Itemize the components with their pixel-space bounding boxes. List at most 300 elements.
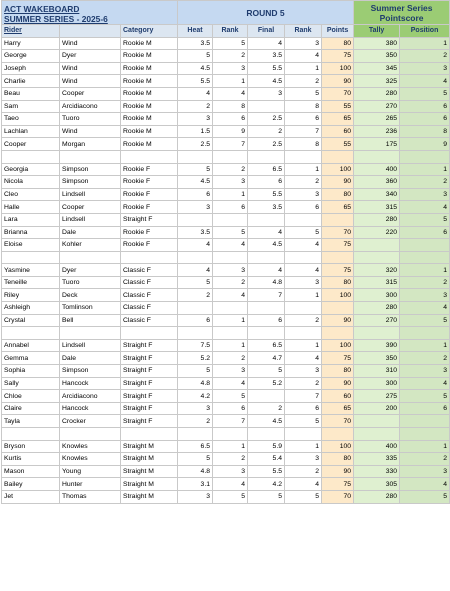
rider-first-name: Ashleigh bbox=[2, 302, 60, 315]
tally-value: 275 bbox=[354, 390, 400, 403]
heat-rank: 3 bbox=[213, 365, 248, 378]
final-rank: 4 bbox=[285, 352, 322, 365]
table-row bbox=[2, 62, 450, 75]
tally-value: 220 bbox=[354, 226, 400, 239]
table-row bbox=[2, 264, 450, 277]
round-label: ROUND 5 bbox=[178, 1, 354, 25]
rider-last-name: Lindsell bbox=[60, 188, 121, 201]
rider-first-name: Mason bbox=[2, 465, 60, 478]
table-row bbox=[2, 176, 450, 189]
rider-last-name: Dale bbox=[60, 352, 121, 365]
table-row bbox=[2, 440, 450, 453]
category-cell: Classic F bbox=[121, 276, 178, 289]
position-value: 1 bbox=[400, 339, 450, 352]
spacer-cell bbox=[213, 150, 248, 163]
rider-first-name: Yasmine bbox=[2, 264, 60, 277]
final-score: 6.5 bbox=[248, 163, 285, 176]
table-row bbox=[2, 490, 450, 503]
rider-last-name: Arcidiacono bbox=[60, 100, 121, 113]
heat-rank: 4 bbox=[213, 87, 248, 100]
spacer-cell bbox=[354, 428, 400, 441]
rider-last-name: Knowles bbox=[60, 453, 121, 466]
rider-first-name: Lachlan bbox=[2, 125, 60, 138]
heat-score: 4.8 bbox=[178, 465, 213, 478]
final-score: 2 bbox=[248, 402, 285, 415]
rider-header: Rider bbox=[2, 25, 60, 38]
table-row bbox=[2, 125, 450, 138]
spacer-row bbox=[2, 327, 450, 340]
rider-last-name: Arcidiacono bbox=[60, 390, 121, 403]
table-row bbox=[2, 377, 450, 390]
heat-rank: 4 bbox=[213, 478, 248, 491]
tally-value: 305 bbox=[354, 478, 400, 491]
final-rank: 1 bbox=[285, 62, 322, 75]
spacer-cell bbox=[60, 327, 121, 340]
final-rank: 1 bbox=[285, 440, 322, 453]
rider-last-name: Tuoro bbox=[60, 113, 121, 126]
spacer-cell bbox=[2, 150, 60, 163]
category-cell: Rookie M bbox=[121, 113, 178, 126]
heat-score: 5 bbox=[178, 453, 213, 466]
position-value: 3 bbox=[400, 465, 450, 478]
spacer-cell bbox=[2, 251, 60, 264]
spacer-cell bbox=[400, 150, 450, 163]
rider-last-name: Knowles bbox=[60, 440, 121, 453]
title-line-2: SUMMER SERIES - 2025-6 bbox=[4, 14, 108, 24]
round-points: 55 bbox=[322, 138, 354, 151]
rider-first-name: Bryson bbox=[2, 440, 60, 453]
spacer-cell bbox=[322, 150, 354, 163]
heat-score: 6.5 bbox=[178, 440, 213, 453]
table-row bbox=[2, 402, 450, 415]
round-points: 80 bbox=[322, 37, 354, 50]
heat-rank: 5 bbox=[213, 226, 248, 239]
heat-score: 3.5 bbox=[178, 226, 213, 239]
category-cell: Rookie M bbox=[121, 50, 178, 63]
heat-score: 4.2 bbox=[178, 390, 213, 403]
rider-first-name: Annabel bbox=[2, 339, 60, 352]
table-row bbox=[2, 276, 450, 289]
final-score: 4.8 bbox=[248, 276, 285, 289]
final-rank: 6 bbox=[285, 201, 322, 214]
heat-rank: 9 bbox=[213, 125, 248, 138]
round-points: 70 bbox=[322, 226, 354, 239]
rider-first-name: Claire bbox=[2, 402, 60, 415]
round-points: 75 bbox=[322, 478, 354, 491]
round-points: 65 bbox=[322, 201, 354, 214]
table-row bbox=[2, 478, 450, 491]
table-row bbox=[2, 213, 450, 226]
spacer-cell bbox=[60, 251, 121, 264]
final-score: 5.5 bbox=[248, 465, 285, 478]
heat-score: 4.8 bbox=[178, 377, 213, 390]
tally-value: 350 bbox=[354, 50, 400, 63]
rider-first-name: Cooper bbox=[2, 138, 60, 151]
category-cell: Straight M bbox=[121, 453, 178, 466]
final-rank: 2 bbox=[285, 75, 322, 88]
category-cell: Rookie F bbox=[121, 201, 178, 214]
final-score: 4.2 bbox=[248, 478, 285, 491]
tally-value bbox=[354, 239, 400, 252]
position-value: 2 bbox=[400, 276, 450, 289]
rider-first-name: Riley bbox=[2, 289, 60, 302]
heat-rank bbox=[213, 302, 248, 315]
category-cell: Straight F bbox=[121, 415, 178, 428]
heat-rank: 5 bbox=[213, 390, 248, 403]
spacer-cell bbox=[60, 428, 121, 441]
rider-first-name: Kurtis bbox=[2, 453, 60, 466]
tally-value bbox=[354, 415, 400, 428]
position-value: 4 bbox=[400, 302, 450, 315]
category-cell: Classic F bbox=[121, 302, 178, 315]
tally-value: 265 bbox=[354, 113, 400, 126]
position-value: 8 bbox=[400, 125, 450, 138]
tally-value: 315 bbox=[354, 201, 400, 214]
heat-score: 2 bbox=[178, 289, 213, 302]
position-header: Position bbox=[400, 25, 450, 38]
category-cell: Rookie M bbox=[121, 37, 178, 50]
round-points: 90 bbox=[322, 75, 354, 88]
final-rank: 3 bbox=[285, 453, 322, 466]
rider-last-name: Tuoro bbox=[60, 276, 121, 289]
rider-last-name: Bell bbox=[60, 314, 121, 327]
final-score: 5.5 bbox=[248, 62, 285, 75]
rider-first-name: Harry bbox=[2, 37, 60, 50]
heat-score: 6 bbox=[178, 314, 213, 327]
category-cell: Straight M bbox=[121, 440, 178, 453]
spacer-cell bbox=[400, 428, 450, 441]
round-points: 75 bbox=[322, 264, 354, 277]
final-score: 5.5 bbox=[248, 188, 285, 201]
category-cell: Classic F bbox=[121, 264, 178, 277]
tally-value: 280 bbox=[354, 87, 400, 100]
rider-first-name: Crystal bbox=[2, 314, 60, 327]
position-value: 2 bbox=[400, 176, 450, 189]
final-rank-header: Rank bbox=[285, 25, 322, 38]
column-header-row bbox=[2, 25, 450, 38]
position-value: 4 bbox=[400, 478, 450, 491]
rider-last-name: Hancock bbox=[60, 377, 121, 390]
spacer-row bbox=[2, 150, 450, 163]
tally-header: Tally bbox=[354, 25, 400, 38]
round-points: 70 bbox=[322, 87, 354, 100]
tally-value: 325 bbox=[354, 75, 400, 88]
final-score: 4.5 bbox=[248, 415, 285, 428]
category-cell: Classic F bbox=[121, 314, 178, 327]
heat-score: 5 bbox=[178, 365, 213, 378]
tally-value: 270 bbox=[354, 100, 400, 113]
final-rank: 3 bbox=[285, 188, 322, 201]
rider-last-name: Wind bbox=[60, 62, 121, 75]
table-row bbox=[2, 453, 450, 466]
table-row bbox=[2, 188, 450, 201]
results-table bbox=[1, 0, 450, 504]
round-points: 100 bbox=[322, 289, 354, 302]
final-rank: 1 bbox=[285, 339, 322, 352]
heat-rank: 5 bbox=[213, 490, 248, 503]
heat-rank: 6 bbox=[213, 402, 248, 415]
position-value: 2 bbox=[400, 50, 450, 63]
heat-rank: 1 bbox=[213, 75, 248, 88]
final-header: Final bbox=[248, 25, 285, 38]
final-score: 4 bbox=[248, 37, 285, 50]
spacer-cell bbox=[213, 327, 248, 340]
position-value: 6 bbox=[400, 226, 450, 239]
rider-first-name: Lara bbox=[2, 213, 60, 226]
rider-first-name: Sophia bbox=[2, 365, 60, 378]
final-rank: 5 bbox=[285, 490, 322, 503]
category-cell: Rookie F bbox=[121, 163, 178, 176]
tally-value: 280 bbox=[354, 213, 400, 226]
category-cell: Rookie M bbox=[121, 75, 178, 88]
category-cell: Rookie M bbox=[121, 87, 178, 100]
heat-score: 5 bbox=[178, 276, 213, 289]
position-value: 4 bbox=[400, 377, 450, 390]
series-title bbox=[354, 1, 450, 25]
rider-last-name: Wind bbox=[60, 37, 121, 50]
category-cell: Straight F bbox=[121, 402, 178, 415]
tally-value: 270 bbox=[354, 314, 400, 327]
position-value: 2 bbox=[400, 453, 450, 466]
rider-first-name: Cleo bbox=[2, 188, 60, 201]
category-cell: Classic F bbox=[121, 289, 178, 302]
table-row bbox=[2, 138, 450, 151]
heat-rank: 6 bbox=[213, 201, 248, 214]
final-rank: 1 bbox=[285, 289, 322, 302]
final-score bbox=[248, 302, 285, 315]
rider-first-name: Brianna bbox=[2, 226, 60, 239]
tally-value: 310 bbox=[354, 365, 400, 378]
table-row bbox=[2, 314, 450, 327]
rider-last-name: Simpson bbox=[60, 176, 121, 189]
heat-rank: 1 bbox=[213, 440, 248, 453]
spacer-cell bbox=[248, 327, 285, 340]
position-value: 5 bbox=[400, 490, 450, 503]
table-row bbox=[2, 352, 450, 365]
tally-value: 320 bbox=[354, 264, 400, 277]
heat-rank: 5 bbox=[213, 37, 248, 50]
heat-score bbox=[178, 302, 213, 315]
rider-first-name: Nicola bbox=[2, 176, 60, 189]
rider-last-name: Kohler bbox=[60, 239, 121, 252]
category-cell: Straight F bbox=[121, 365, 178, 378]
table-row bbox=[2, 226, 450, 239]
spacer-cell bbox=[400, 327, 450, 340]
heat-score: 5.2 bbox=[178, 352, 213, 365]
position-value: 4 bbox=[400, 201, 450, 214]
rider-first-name: Jet bbox=[2, 490, 60, 503]
category-cell: Straight F bbox=[121, 339, 178, 352]
table-row bbox=[2, 302, 450, 315]
tally-value: 360 bbox=[354, 176, 400, 189]
heat-score: 3 bbox=[178, 201, 213, 214]
final-rank: 2 bbox=[285, 314, 322, 327]
final-rank: 7 bbox=[285, 390, 322, 403]
category-cell: Straight M bbox=[121, 478, 178, 491]
tally-value: 200 bbox=[354, 402, 400, 415]
spacer-cell bbox=[285, 251, 322, 264]
category-header: Category bbox=[121, 25, 178, 38]
category-cell: Straight F bbox=[121, 390, 178, 403]
round-points: 90 bbox=[322, 314, 354, 327]
round-points bbox=[322, 213, 354, 226]
tally-value: 280 bbox=[354, 302, 400, 315]
tally-value: 340 bbox=[354, 188, 400, 201]
table-row bbox=[2, 201, 450, 214]
heat-rank: 1 bbox=[213, 339, 248, 352]
rider-first-name: Teneille bbox=[2, 276, 60, 289]
heat-rank: 3 bbox=[213, 62, 248, 75]
spacer-cell bbox=[2, 428, 60, 441]
position-value: 9 bbox=[400, 138, 450, 151]
heat-score: 6 bbox=[178, 188, 213, 201]
heat-score: 3 bbox=[178, 113, 213, 126]
heat-rank: 1 bbox=[213, 188, 248, 201]
round-points: 100 bbox=[322, 163, 354, 176]
final-score: 7 bbox=[248, 289, 285, 302]
rider-first-name: Sally bbox=[2, 377, 60, 390]
table-row bbox=[2, 87, 450, 100]
spacer-cell bbox=[322, 428, 354, 441]
category-cell: Rookie F bbox=[121, 176, 178, 189]
heat-score bbox=[178, 213, 213, 226]
heat-rank: 3 bbox=[213, 264, 248, 277]
final-rank: 5 bbox=[285, 87, 322, 100]
tally-value: 400 bbox=[354, 163, 400, 176]
rider-last-name: Hancock bbox=[60, 402, 121, 415]
spacer-cell bbox=[213, 251, 248, 264]
rider-first-name: Halle bbox=[2, 201, 60, 214]
category-cell: Straight F bbox=[121, 213, 178, 226]
final-rank: 5 bbox=[285, 415, 322, 428]
heat-score: 3 bbox=[178, 402, 213, 415]
rider-last-name: Wind bbox=[60, 75, 121, 88]
round-points: 90 bbox=[322, 377, 354, 390]
position-value bbox=[400, 415, 450, 428]
tally-value: 315 bbox=[354, 276, 400, 289]
heat-rank: 4 bbox=[213, 377, 248, 390]
spacer-cell bbox=[400, 251, 450, 264]
position-value: 5 bbox=[400, 390, 450, 403]
heat-score: 4.5 bbox=[178, 62, 213, 75]
rider-last-name: Young bbox=[60, 465, 121, 478]
rider-last-name: Cooper bbox=[60, 87, 121, 100]
table-row bbox=[2, 75, 450, 88]
final-score: 5 bbox=[248, 365, 285, 378]
position-value: 6 bbox=[400, 113, 450, 126]
round-points: 75 bbox=[322, 352, 354, 365]
spacer-cell bbox=[354, 327, 400, 340]
category-cell: Straight M bbox=[121, 465, 178, 478]
final-rank: 3 bbox=[285, 37, 322, 50]
position-value: 4 bbox=[400, 75, 450, 88]
heat-score: 5 bbox=[178, 163, 213, 176]
final-score: 4 bbox=[248, 264, 285, 277]
series-line-2: Pointscore bbox=[379, 12, 424, 23]
round-points: 80 bbox=[322, 276, 354, 289]
spacer-cell bbox=[121, 251, 178, 264]
tally-value: 390 bbox=[354, 339, 400, 352]
heat-score: 5 bbox=[178, 50, 213, 63]
rider-last-name: Morgan bbox=[60, 138, 121, 151]
round-points: 65 bbox=[322, 402, 354, 415]
final-rank: 4 bbox=[285, 478, 322, 491]
table-row bbox=[2, 289, 450, 302]
heat-score: 5.5 bbox=[178, 75, 213, 88]
final-score: 4.7 bbox=[248, 352, 285, 365]
final-rank: 3 bbox=[285, 365, 322, 378]
rider-first-name: Taeo bbox=[2, 113, 60, 126]
heat-rank: 4 bbox=[213, 239, 248, 252]
spacer-row bbox=[2, 251, 450, 264]
table-row bbox=[2, 390, 450, 403]
rider-first-name: Tayla bbox=[2, 415, 60, 428]
spacer-cell bbox=[285, 150, 322, 163]
final-score bbox=[248, 390, 285, 403]
heat-score: 4 bbox=[178, 239, 213, 252]
position-value: 1 bbox=[400, 264, 450, 277]
tally-value: 350 bbox=[354, 352, 400, 365]
heat-score: 1.5 bbox=[178, 125, 213, 138]
table-row bbox=[2, 113, 450, 126]
round-points: 75 bbox=[322, 239, 354, 252]
rider-last-name: Lindsell bbox=[60, 213, 121, 226]
spacer-cell bbox=[322, 251, 354, 264]
rider-last-name: Crocker bbox=[60, 415, 121, 428]
rider-last-name: Deck bbox=[60, 289, 121, 302]
final-score: 2.5 bbox=[248, 113, 285, 126]
final-rank: 3 bbox=[285, 276, 322, 289]
heat-score: 3.1 bbox=[178, 478, 213, 491]
category-cell: Straight F bbox=[121, 377, 178, 390]
round-points: 100 bbox=[322, 62, 354, 75]
rider-first-name: Gemma bbox=[2, 352, 60, 365]
rider-first-name: Georgia bbox=[2, 163, 60, 176]
heat-rank: 3 bbox=[213, 465, 248, 478]
table-row bbox=[2, 365, 450, 378]
rank-header: Rank bbox=[213, 25, 248, 38]
category-cell: Rookie F bbox=[121, 188, 178, 201]
rider-last-name: Simpson bbox=[60, 365, 121, 378]
position-value: 3 bbox=[400, 62, 450, 75]
spacer-cell bbox=[354, 251, 400, 264]
category-cell: Rookie M bbox=[121, 125, 178, 138]
table-row bbox=[2, 50, 450, 63]
rider-first-name: Charlie bbox=[2, 75, 60, 88]
final-score: 3.5 bbox=[248, 50, 285, 63]
position-value: 6 bbox=[400, 100, 450, 113]
tally-value: 300 bbox=[354, 289, 400, 302]
tally-value: 335 bbox=[354, 453, 400, 466]
position-value: 5 bbox=[400, 213, 450, 226]
rider-last-name: Hunter bbox=[60, 478, 121, 491]
tally-value: 380 bbox=[354, 37, 400, 50]
points-header: Points bbox=[322, 25, 354, 38]
heat-score: 4.5 bbox=[178, 176, 213, 189]
heat-rank: 2 bbox=[213, 163, 248, 176]
final-rank: 7 bbox=[285, 125, 322, 138]
heat-score: 2 bbox=[178, 100, 213, 113]
table-row bbox=[2, 100, 450, 113]
heat-rank: 7 bbox=[213, 415, 248, 428]
position-value: 3 bbox=[400, 188, 450, 201]
round-points: 100 bbox=[322, 440, 354, 453]
spacer-cell bbox=[248, 428, 285, 441]
rider-last-name: Tomlinson bbox=[60, 302, 121, 315]
rider-first-name: Chloe bbox=[2, 390, 60, 403]
spacer-cell bbox=[121, 327, 178, 340]
round-points: 80 bbox=[322, 365, 354, 378]
